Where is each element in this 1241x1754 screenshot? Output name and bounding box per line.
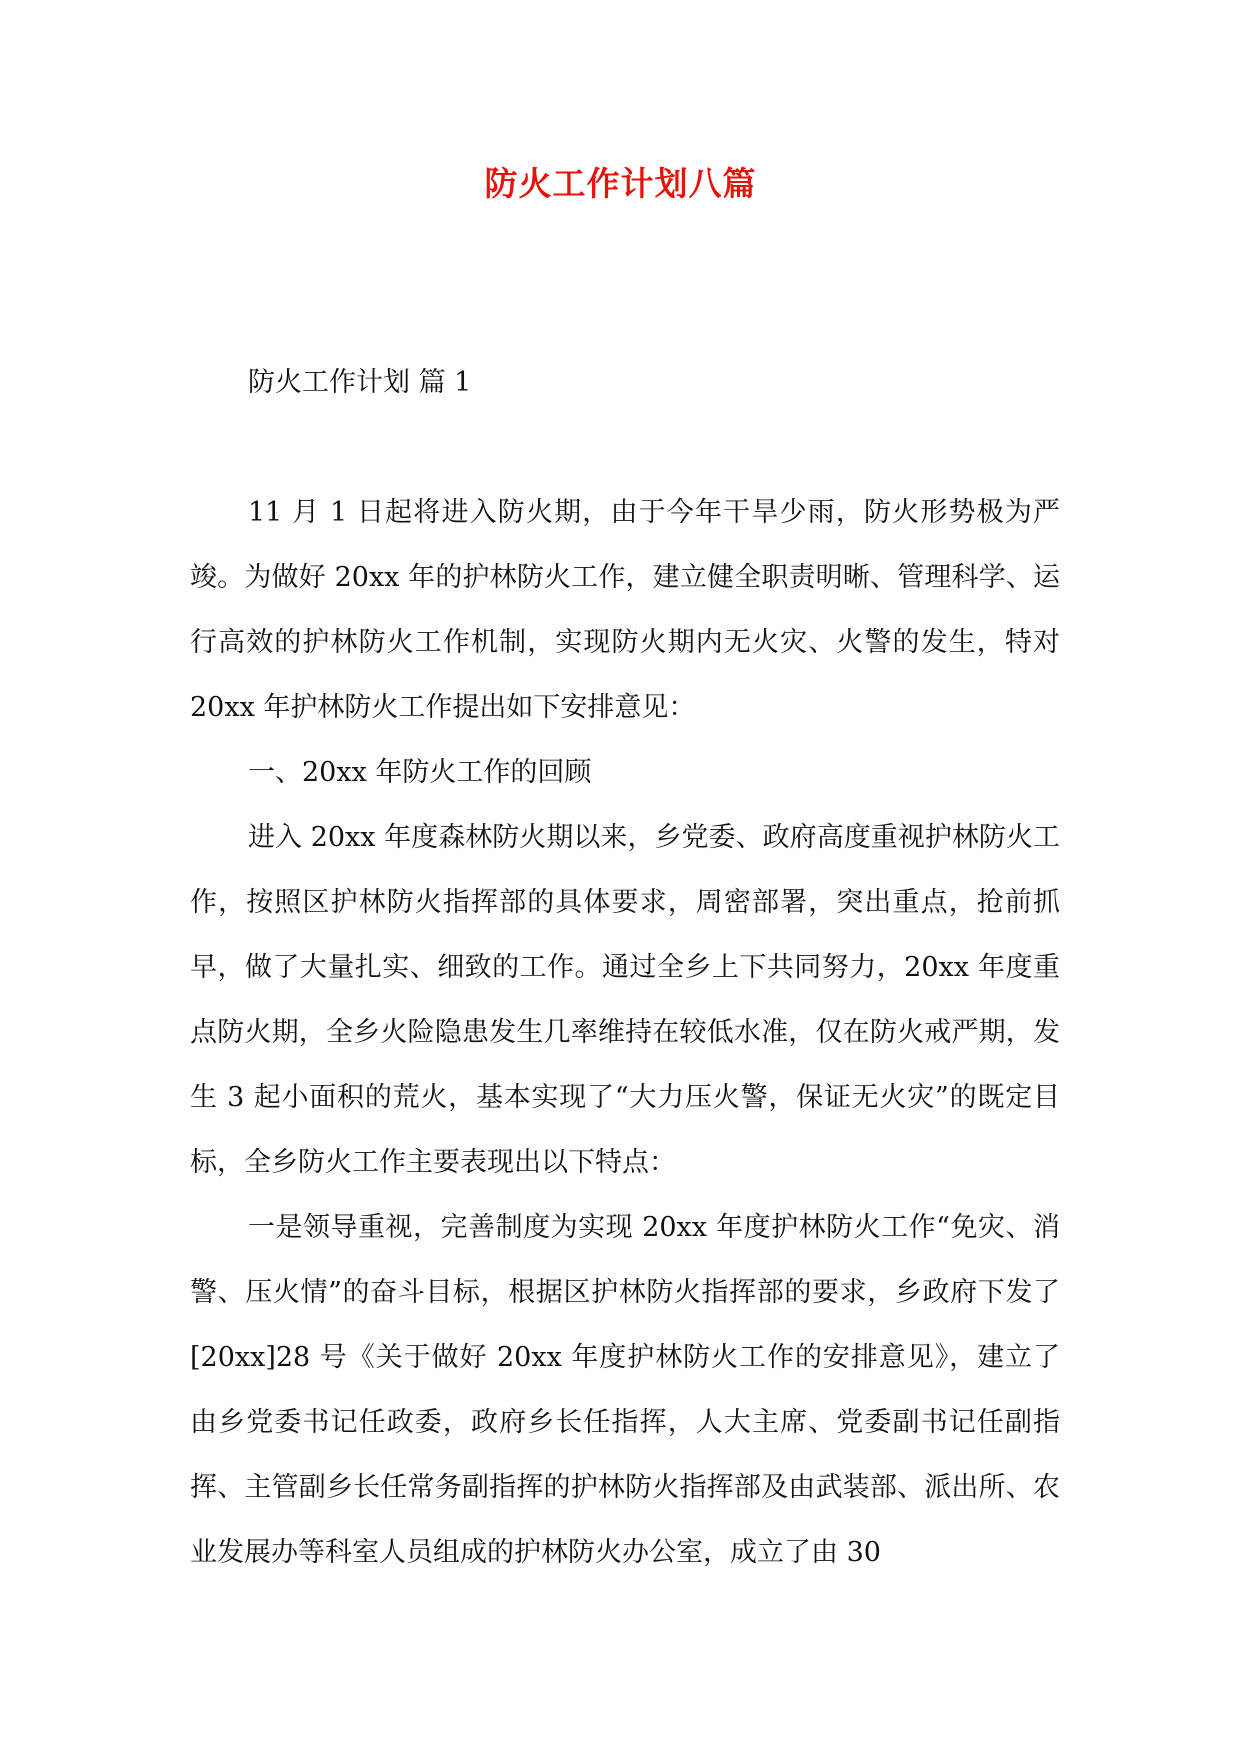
paragraph-review-heading: 一、20xx 年防火工作的回顾 xyxy=(248,757,592,788)
paragraph-leadership: 一是领导重视，完善制度为实现 20xx 年度护林防火工作“免灾、消警、压火情”的奋斗目标，根据区护林防火指挥部的要求，乡政府下发了[20xx]28 号《关于做好 20xx 年度护林防火工作的安排意见》，建立了由乡党委书记任政委，政府乡长任指挥，人大主席、党委副书记任副指挥、主管副乡长任常务副指挥的护林防火指挥部及由武装部、派出所、农业发展办等科室人员组成的护林防火办公室，成立了由 30 xyxy=(190,1212,1060,1568)
document-title: 防火工作计划八篇 xyxy=(484,164,757,203)
section-heading: 防火工作计划 篇 1 xyxy=(248,367,472,398)
paragraph-review: 进入 20xx 年度森林防火期以来，乡党委、政府高度重视护林防火工作，按照区护林防火指挥部的具体要求，周密部署，突出重点，抢前抓早，做了大量扎实、细致的工作。通过全乡上下共同努力，20xx 年度重点防火期，全乡火险隐患发生几率维持在较低水准，仅在防火戒严期，发生 3 起小面积的荒火，基本实现了“大力压火警，保证无火灾”的既定目标，全乡防火工作主要表现出以下特点： xyxy=(190,822,1060,1178)
body-text xyxy=(190,480,1060,1585)
paragraph-intro: 11 月 1 日起将进入防火期，由于今年干旱少雨，防火形势极为严竣。为做好 20xx 年的护林防火工作，建立健全职责明晰、管理科学、运行高效的护林防火工作机制，实现防火期内无火灾、火警的发生，特对 20xx 年护林防火工作提出如下安排意见： xyxy=(190,497,1060,723)
